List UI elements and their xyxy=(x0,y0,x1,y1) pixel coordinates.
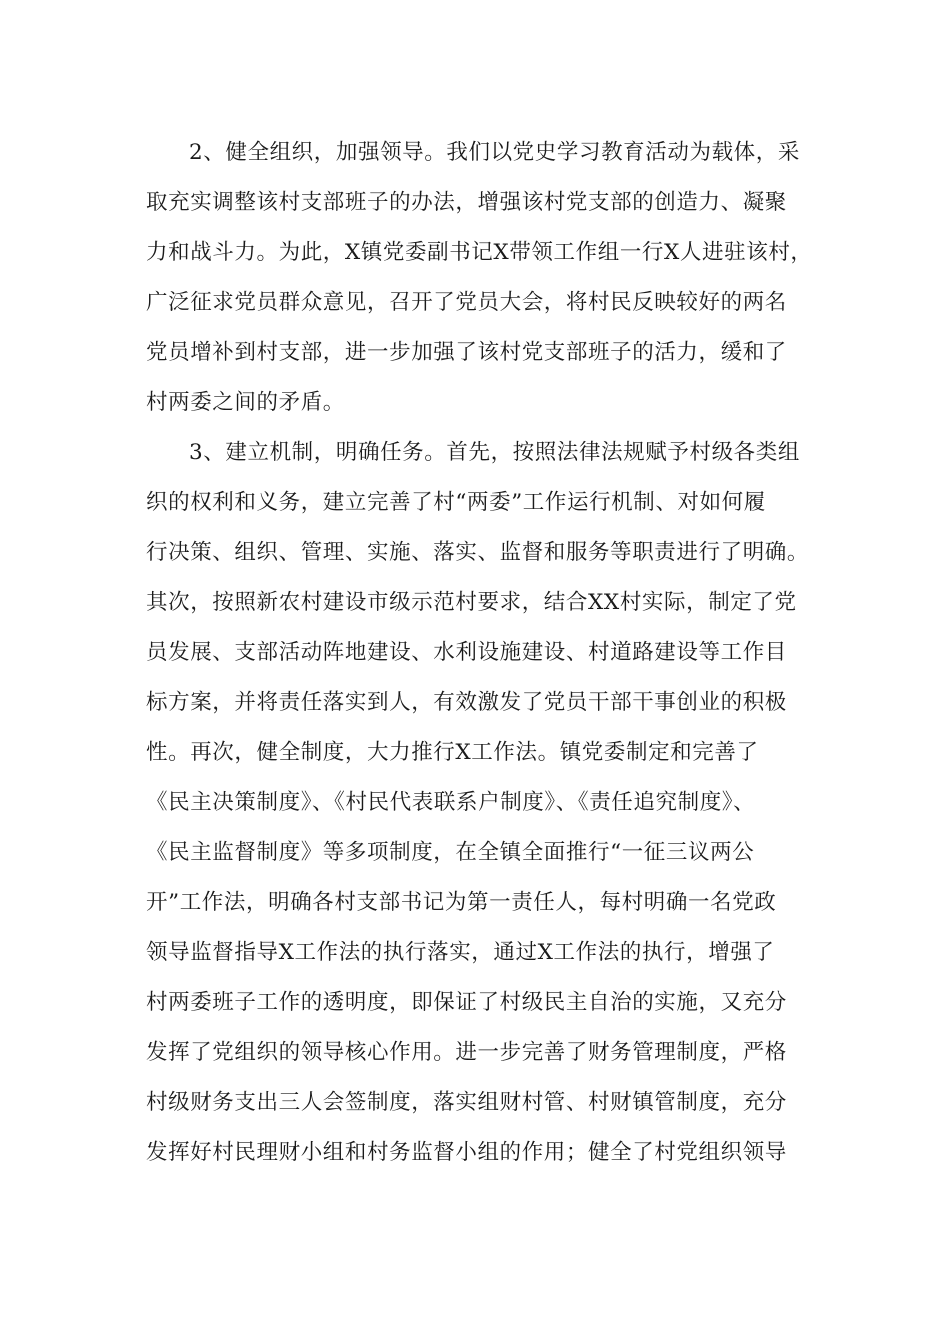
paragraph-3-line-11: 领导监督指导X工作法的执行落实，通过X工作法的执行，增强了 xyxy=(146,940,775,965)
paragraph-3-line-14: 村级财务支出三人会签制度，落实组财村管、村财镇管制度，充分 xyxy=(146,1090,787,1115)
paragraph-3-line-3: 行决策、组织、管理、实施、落实、监督和服务等职责进行了明确。 xyxy=(146,540,810,565)
paragraph-3-line-7: 性。再次，健全制度，大力推行X工作法。镇党委制定和完善了 xyxy=(146,740,759,765)
paragraph-2-line-5: 党员增补到村支部，进一步加强了该村党支部班子的活力，缓和了 xyxy=(146,340,787,365)
paragraph-3-line-12: 村两委班子工作的透明度，即保证了村级民主自治的实施，又充分 xyxy=(146,990,787,1015)
paragraph-2-line-1: 2、健全组织，加强领导。我们以党史学习教育活动为载体，采 xyxy=(189,140,800,165)
paragraph-2-line-3: 力和战斗力。为此，X镇党委副书记X带领工作组一行X人进驻该村， xyxy=(146,240,813,265)
paragraph-3-line-15: 发挥好村民理财小组和村务监督小组的作用；健全了村党组织领导 xyxy=(146,1140,787,1165)
paragraph-3-line-4: 其次，按照新农村建设市级示范村要求，结合XX村实际，制定了党 xyxy=(146,590,797,615)
paragraph-3-line-9: 《民主监督制度》等多项制度，在全镇全面推行“一征三议两公 xyxy=(146,840,755,865)
paragraph-2-line-4: 广泛征求党员群众意见，召开了党员大会，将村民反映较好的两名 xyxy=(146,290,787,315)
paragraph-2-line-2: 取充实调整该村支部班子的办法，增强该村党支部的创造力、凝聚 xyxy=(146,190,787,215)
paragraph-2-line-6: 村两委之间的矛盾。 xyxy=(146,390,345,415)
paragraph-3-line-2: 织的权利和义务，建立完善了村“两委”工作运行机制、对如何履 xyxy=(146,490,766,515)
paragraph-3-line-1: 3、建立机制，明确任务。首先，按照法律法规赋予村级各类组 xyxy=(189,440,800,465)
paragraph-3-line-10: 开”工作法，明确各村支部书记为第一责任人，每村明确一名党政 xyxy=(146,890,777,915)
paragraph-3-line-8: 《民主决策制度》、《村民代表联系户制度》、《责任追究制度》、 xyxy=(146,790,756,815)
paragraph-3-line-6: 标方案，并将责任落实到人，有效激发了党员干部干事创业的积极 xyxy=(146,690,787,715)
paragraph-3-line-5: 员发展、支部活动阵地建设、水利设施建设、村道路建设等工作目 xyxy=(146,640,787,665)
paragraph-3-line-13: 发挥了党组织的领导核心作用。进一步完善了财务管理制度，严格 xyxy=(146,1040,787,1065)
